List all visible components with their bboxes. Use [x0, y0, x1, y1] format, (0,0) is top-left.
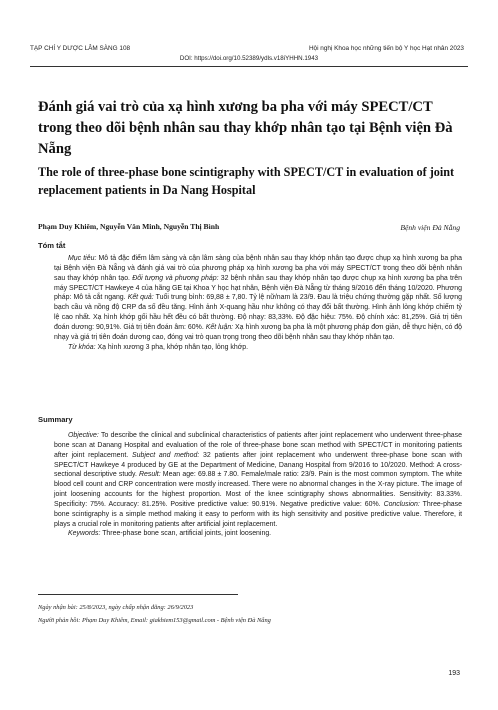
doi-link[interactable]: DOI: https://doi.org/10.52389/ydls.v18iYHHN.1943 [179, 55, 319, 62]
result-text: Mean age: 69.88 ± 7.80. Female/male ratio: 23/9. Pain is the most common symptom. The white blood cell count and CRP concentration were mostly increased. There were no abnormal changes in the X-ray picture. The image of joint loosening accounts for the highest proportion. Most of the knee scintigraphy shows abnormalities. Sensitivity: 83.33%. Specificity: 75%. Accuracy: 81.25%. Positive predictive value: 90.91%. Negative predictive value: 60%. [54, 471, 462, 508]
abstract-en [54, 431, 462, 539]
result-label: Kết quả: [127, 294, 154, 302]
abstract-vi-heading: Tóm tắt [38, 241, 66, 250]
title-english: The role of three-phase bone scintigraphy with SPECT/CT in evaluation of joint replacement patients in Da Nang Hospital [38, 165, 455, 197]
objective-text: To describe the clinical and subclinical characteristics of patients after joint replacement who underwent three-phase bone scan at Danang Hospital and evaluation of the role of three-phase bone scan method with SPECT/CT in monitoring patients after joint replacement. [54, 432, 462, 459]
result-text: Tuổi trung bình: 69,88 ± 7,80. Tỷ lệ nữ/nam là 23/9. Đau là triệu chứng thường gặp nhất. Số lượng bạch cầu và nồng độ CRP đa số đều tăng. Hình ảnh X-quang hầu như không có thay đổi bất thường. Hình ảnh lỏng khớp chiếm tỷ lệ cao nhất. Xạ hình khớp gối hầu hết đều có bất thường. Độ nhạy: 83,33%. Độ đặc hiệu: 75%. Độ chính xác: 81,25%. Giá trị tiên đoán dương: 90,91%. Giá trị tiên đoán âm: 60%. [54, 294, 462, 331]
keywords-en [54, 529, 462, 539]
author-affiliation: Bệnh viện Đà Nẵng [400, 223, 460, 232]
method-label: Đối tượng và phương pháp: [132, 274, 219, 282]
method-text: 32 bệnh nhân sau thay khớp nhân tạo được chụp xạ hình xương ba pha trên máy SPECT/CT Hawkeye 4 của hãng GE tại Khoa Y học hạt nhân, Bệnh viện Đà Nẵng từ tháng 9/2016 đến tháng 10/2020. Phương pháp: Mô tả cắt ngang. [54, 274, 462, 302]
method-label: Subject and method: [132, 451, 200, 459]
header-rule [30, 66, 468, 67]
title-vietnamese: Đánh giá vai trò của xạ hình xương ba pha với máy SPECT/CT trong theo dõi bệnh nhân sau thay khớp nhân tạo tại Bệnh viện Đà Nẵng [38, 99, 453, 157]
page-number: 193 [448, 670, 460, 677]
corresponding-author: Người phản hồi: Phạm Duy Khiêm, Email: giakhiem153@gmail.com - Bệnh viện Đà Nẵng [38, 617, 271, 624]
objective-label: Objective: [68, 432, 99, 439]
conclusion-label: Kết luận: [205, 323, 234, 331]
keywords-label: Keywords: [68, 530, 101, 538]
method-text: 32 patients after joint replacement who underwent three-phase bone scan with SPECT/CT Hawkeye 4 produced by GE at the Department of Medicine, Danang Hospital from 9/2016 to 10/2020. Method: A cross-sectional descriptive study. [54, 451, 463, 479]
abstract-vi [54, 254, 462, 352]
keywords-vi [54, 343, 462, 353]
keywords-text: Xạ hình xương 3 pha, khớp nhân tạo, lỏng khớp. [95, 343, 249, 351]
author-list: Phạm Duy Khiêm, Nguyễn Văn Minh, Nguyễn Thị Bình [38, 222, 220, 231]
objective-text: Mô tả đặc điểm lâm sàng và cận lâm sàng của bệnh nhân sau thay khớp nhân tạo được chụp xạ hình xương ba pha tại Bệnh viện Đà Nẵng và đánh giá vai trò của phương pháp xạ hình xương ba pha với máy SPECT/CT trong theo dõi bệnh nhân sau thay khớp nhân tạo. [54, 255, 462, 282]
abstract-en-heading: Summary [38, 415, 73, 424]
footnote-rule [38, 594, 238, 595]
keywords-label: Từ khóa: [68, 343, 96, 351]
conclusion-text: Xạ hình xương ba pha là một phương pháp đơn giản, dễ thực hiện, có độ nhạy và giá trị tiên đoán dương cao, đóng vai trò quan trọng trong theo dõi bệnh nhân sau thay khớp nhân tạo. [54, 323, 462, 341]
keywords-text: Three-phase bone scan, artificial joints, joint loosening. [100, 530, 272, 538]
objective-label: Mục tiêu: [68, 255, 97, 262]
journal-name: TẠP CHÍ Y DƯỢC LÂM SÀNG 108 [30, 45, 131, 52]
conference-name: Hội nghị Khoa học những tiến bộ Y học Hạt nhân 2023 [308, 45, 464, 52]
received-dates: Ngày nhận bài: 25/8/2023, ngày chấp nhận đăng: 26/9/2023 [38, 604, 194, 611]
conclusion-label: Conclusion: [383, 500, 420, 508]
conclusion-text: Three-phase bone scintigraphy is a simple method making it easy to perform with its high sensitivity and positive predictive value. Therefore, it plays a crucial role in monitoring patients after artificial joint replacement. [54, 500, 462, 528]
result-label: Result: [139, 471, 161, 479]
abstract-vi-body [54, 254, 462, 343]
abstract-en-body [54, 431, 462, 529]
